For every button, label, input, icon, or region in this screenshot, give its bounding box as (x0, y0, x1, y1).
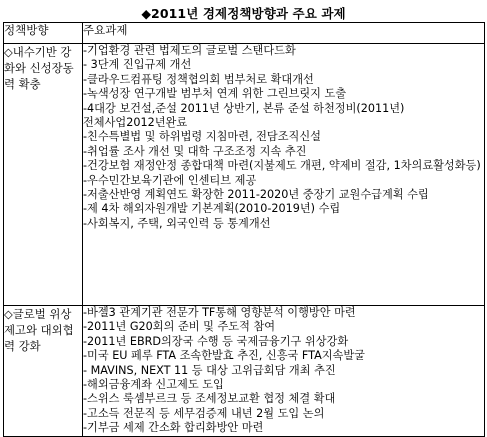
header-cell-main-tasks (83, 23, 485, 44)
list-item: -사회복지, 주택, 외국인력 등 통계개선 (83, 216, 271, 230)
list-item: -제 4차 해외자원개발 기본계획(2010-2019년) 수립 (83, 202, 341, 216)
list-item: -2011년 G20회의 준비 및 주도적 참여 (83, 320, 276, 334)
document-title: ◆2011년 경제정책방향과 주요 과제 (141, 6, 346, 21)
list-item: -바젤3 관계기관 전문가 TF통해 영향분석 이행방안 마련 (83, 306, 356, 319)
table-row (4, 306, 485, 437)
list-item: -녹색성장 연구개발 범부처 연계 위한 그린브릿지 도출 (83, 87, 347, 101)
list-item: -친수특별법 및 하위법령 지침마련, 전담조직신설 (83, 130, 321, 144)
policy-table (3, 22, 485, 437)
list-item: -2011년 EBRD의장국 수행 등 국제금융기구 위상강화 (83, 334, 349, 348)
task-list (83, 44, 484, 231)
items-cell (83, 306, 485, 437)
list-item: -저출산반영 계획연도 확장한 2011-2020년 중장기 교원수급계획 수립 (83, 188, 429, 202)
task-list (83, 306, 484, 436)
list-item: - 3단계 진입규제 개선 (83, 58, 192, 72)
list-item: -기부금 세제 간소화 합리화방안 마련 (83, 421, 264, 435)
list-item: -우수민간보육기관에 인센티브 제공 (83, 173, 257, 187)
list-item: -클라우드컴퓨팅 정책협의회 범부처로 확대개선 (83, 72, 314, 86)
header-cell-policy-direction (4, 23, 83, 44)
list-item: -고소득 전문직 등 세무검증제 내년 2월 도입 논의 (83, 406, 325, 420)
list-item: -기업환경 관련 법제도의 글로벌 스탠다드화 (83, 44, 296, 57)
list-item: -건강보험 재정안정 종합대책 마련(지불제도 개편, 약제비 절감, 1차의료활성화등) (83, 159, 481, 173)
header-label: 정책방향 (4, 23, 49, 37)
list-item: -미국 EU 페루 FTA 조속한발효 추진, 신흥국 FTA지속발굴 (83, 349, 365, 363)
category-cell: ◇글로벌 위상 제고와 대외협력 강화 (4, 306, 83, 437)
table-header-row (4, 23, 485, 44)
list-item: -취업률 조사 개선 및 대학 구조조정 지속 추진 (83, 144, 307, 158)
list-item: -스위스 룩셈부르크 등 조세정보교환 협정 체결 확대 (83, 392, 336, 406)
list-item: -4대강 보건설,준설 2011년 상반기, 본류 준설 하천정비(2011년) 전체사업2012년완료 (83, 101, 408, 130)
table-row (4, 44, 485, 306)
header-label: 주요과제 (83, 23, 128, 37)
list-item: -해외금융계좌 신고제도 도입 (83, 378, 224, 392)
items-cell (83, 44, 485, 306)
list-item: - MAVINS, NEXT 11 등 대상 고위급회담 개최 추진 (83, 363, 336, 377)
category-cell: ◇내수기반 강화와 신성장동력 확충 (4, 44, 83, 306)
